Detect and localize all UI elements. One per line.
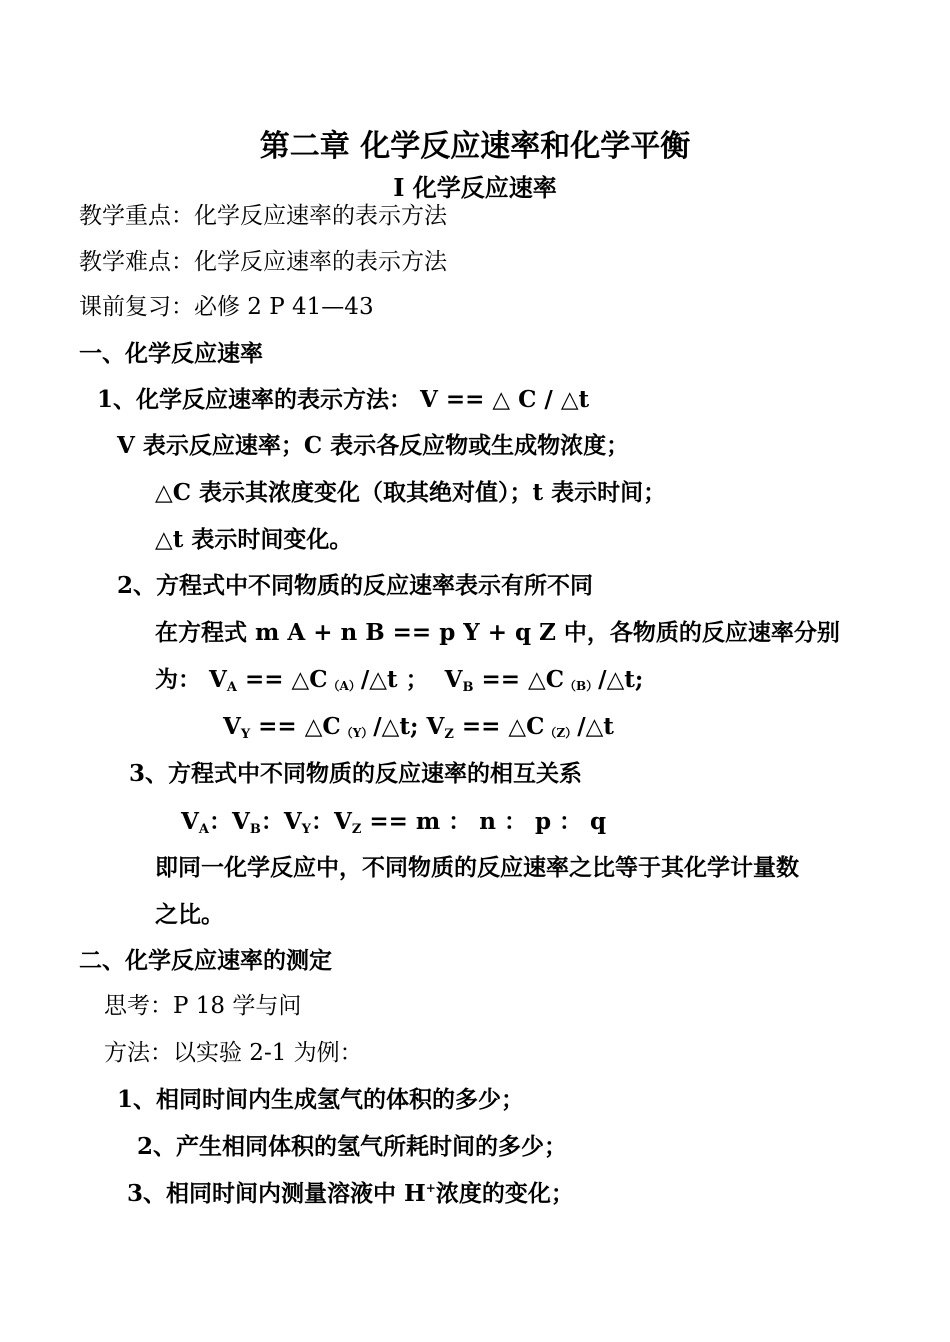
vz-symbol: V <box>426 713 445 740</box>
item1-title: 1、化学反应速率的表示方法： V == △ C / △t <box>97 386 590 413</box>
method-item-2: 2、产生相同体积的氢气所耗时间的多少； <box>137 1133 568 1160</box>
item2-rate-equations-yz <box>223 712 614 742</box>
hydrogen-ion-charge: + <box>425 1181 436 1195</box>
section2-think: 思考：P 18 学与问 <box>104 993 302 1019</box>
item3-title: 3、方程式中不同物质的反应速率的相互关系 <box>129 760 583 787</box>
item3-line1: 即同一化学反应中，不同物质的反应速率之比等于其化学计量数 <box>155 854 799 881</box>
vy-subscript: Y <box>240 727 251 742</box>
ratio-rest: == m ： n ： p ： q <box>361 808 607 835</box>
ratio-sep: ： <box>260 808 284 835</box>
section-subtitle: Ⅰ 化学反应速率 <box>393 173 557 202</box>
method-item-3-post: 浓度的变化； <box>435 1180 574 1207</box>
item1-line3: △t 表示时间变化。 <box>155 526 353 553</box>
vz-paren: （Z） <box>544 726 578 740</box>
vy-expression: == △C <box>250 713 341 740</box>
vy-paren: （Y） <box>340 726 374 740</box>
va-end: /△t ； <box>360 666 429 693</box>
ratio-vz: V <box>333 808 352 835</box>
ratio-vy-sub: Y <box>301 822 311 837</box>
section2-method: 方法：以实验 2-1 为例： <box>104 1040 363 1066</box>
teaching-difficulty: 教学难点：化学反应速率的表示方法 <box>79 249 447 275</box>
method-item-3 <box>127 1179 574 1209</box>
ratio-vz-sub: Z <box>351 822 362 837</box>
pre-class-review: 课前复习：必修 2 P 41—43 <box>79 294 374 320</box>
item2-title: 2、方程式中不同物质的反应速率表示有所不同 <box>117 572 594 599</box>
ratio-va-sub: A <box>198 822 209 837</box>
section1-heading: 一、化学反应速率 <box>79 340 263 367</box>
vz-expression: == △C <box>453 713 545 740</box>
prefix-text: 为： <box>155 666 210 693</box>
method-item-3-pre: 3、相同时间内测量溶液中 H <box>127 1180 426 1207</box>
vb-subscript: B <box>462 680 474 695</box>
ratio-va: V <box>181 808 199 835</box>
vb-expression: == △C <box>473 666 565 693</box>
item2-line1: 在方程式 m A + n B == p Y + q Z 中，各物质的反应速率分别 <box>155 619 840 646</box>
item3-ratio <box>181 807 606 837</box>
teaching-focus: 教学重点：化学反应速率的表示方法 <box>79 203 447 229</box>
vy-end: /△t; <box>373 713 427 740</box>
ratio-sep: ： <box>208 808 232 835</box>
va-paren: （A） <box>327 679 361 693</box>
va-symbol: V <box>209 666 227 693</box>
ratio-vb: V <box>231 808 250 835</box>
vb-paren: （B） <box>564 679 599 693</box>
method-item-1: 1、相同时间内生成氢气的体积的多少； <box>117 1086 525 1113</box>
section2-heading: 二、化学反应速率的测定 <box>79 947 332 974</box>
item1-line2: △C 表示其浓度变化（取其绝对值）；t 表示时间； <box>155 479 667 506</box>
item1-line1: V 表示反应速率；C 表示各反应物或生成物浓度； <box>117 432 630 459</box>
vz-end: /△t <box>577 713 614 740</box>
vb-end: /△t; <box>598 666 644 693</box>
chapter-title: 第二章 化学反应速率和化学平衡 <box>259 129 691 164</box>
ratio-sep: ： <box>310 808 334 835</box>
vy-symbol: V <box>223 713 241 740</box>
ratio-vy: V <box>283 808 302 835</box>
va-expression: == △C <box>236 666 328 693</box>
item2-rate-equations-ab <box>155 665 643 695</box>
va-subscript: A <box>226 680 237 695</box>
ratio-vb-sub: B <box>249 822 261 837</box>
item3-line2: 之比。 <box>155 901 224 928</box>
vb-symbol: V <box>444 666 463 693</box>
vz-subscript: Z <box>444 727 454 742</box>
